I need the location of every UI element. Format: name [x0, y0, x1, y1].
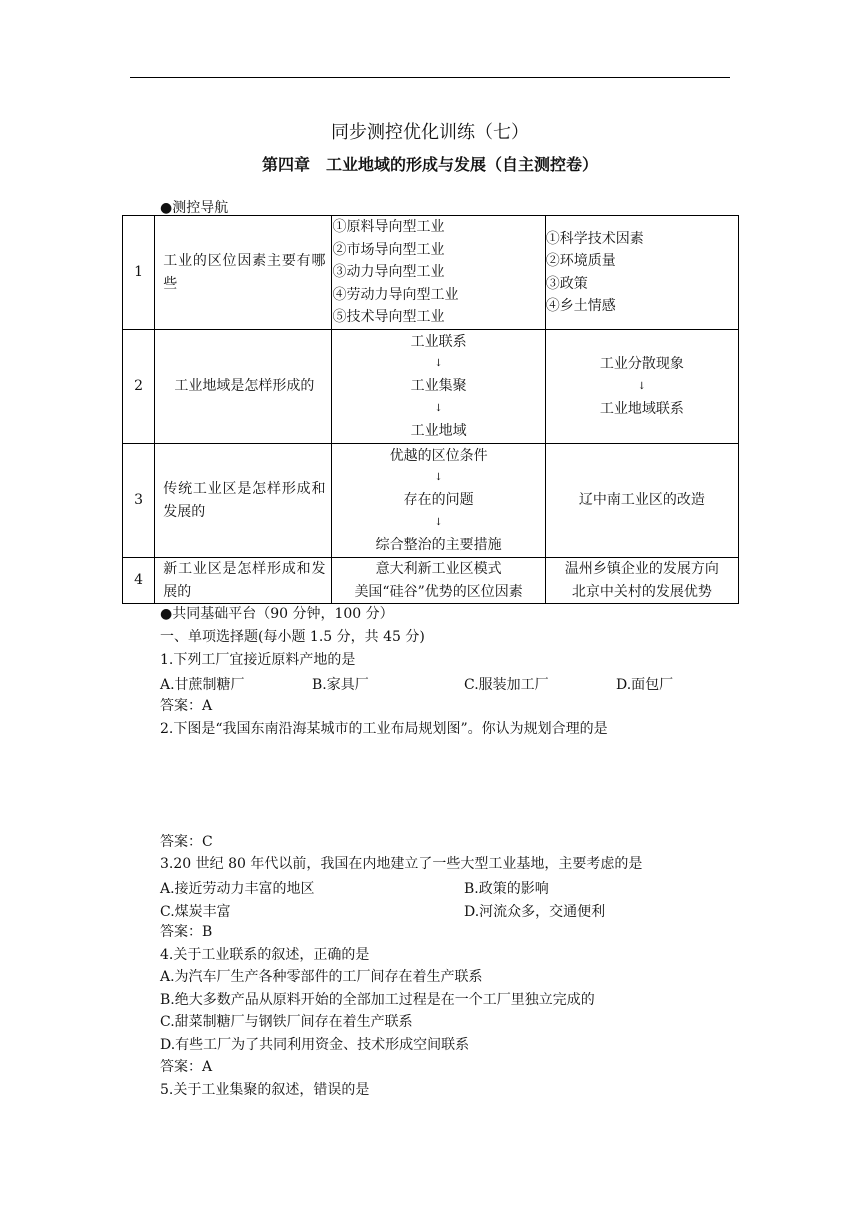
list-item: 意大利新工业区模式	[375, 561, 502, 577]
row-col3: 辽中南工业区的改造	[545, 444, 738, 558]
row-col2	[332, 558, 545, 604]
row-number: 4	[123, 558, 155, 604]
choice-b: B.政策的影响	[464, 881, 549, 897]
choice-a: A.接近劳动力丰富的地区	[160, 881, 315, 897]
choice-d: D.面包厂	[616, 677, 674, 693]
arrow-down-icon: ↓	[434, 402, 443, 414]
flow-step: 工业联系	[410, 333, 467, 350]
question-stem: 5.关于工业集聚的叙述，错误的是	[160, 1082, 370, 1098]
question-stem: 3.20 世纪 80 年代以前，我国在内地建立了一些大型工业基地，主要考虑的是	[160, 856, 643, 872]
answer: 答案：A	[160, 1059, 213, 1075]
table-row	[123, 444, 739, 558]
choice-a: A.甘蔗制糖厂	[160, 677, 245, 693]
list-item: ③动力导向型工业	[332, 264, 445, 281]
arrow-down-icon: ↓	[434, 472, 443, 484]
choice-d: D.河流众多，交通便利	[464, 904, 606, 920]
nav-heading: ●测控导航	[160, 200, 229, 216]
row-question: 新工业区是怎样形成和发展的	[155, 558, 332, 604]
row-col2	[332, 216, 545, 330]
choice-c: C.煤炭丰富	[160, 904, 231, 920]
row-col3	[545, 216, 738, 330]
row-question: 工业地域是怎样形成的	[155, 330, 332, 444]
list-item: ①科学技术因素	[545, 230, 644, 247]
chapter-subtitle: 第四章 工业地域的形成与发展（自主测控卷）	[261, 155, 598, 174]
row-col3	[545, 330, 738, 444]
list-item: ⑤技术导向型工业	[332, 309, 445, 326]
part-heading: 一、单项选择题(每小题 1.5 分，共 45 分)	[160, 629, 425, 645]
row-col2	[332, 444, 545, 558]
flow-step: 综合整治的主要措施	[375, 536, 502, 553]
flow-step: 优越的区位条件	[389, 447, 488, 464]
flow-step: 存在的问题	[403, 492, 474, 509]
table-row	[123, 330, 739, 444]
row-question: 传统工业区是怎样形成和发展的	[155, 444, 332, 558]
list-item: ③政策	[545, 275, 588, 292]
flow-step: 工业地域	[410, 422, 467, 439]
page-title: 同步测控优化训练（七）	[331, 122, 529, 143]
header-rule	[130, 77, 730, 78]
row-number: 3	[123, 444, 155, 558]
section-heading: ●共同基础平台（90 分钟，100 分）	[160, 606, 394, 622]
row-col3	[545, 558, 738, 604]
table-row	[123, 216, 739, 330]
choice-c: C.甜菜制糖厂与钢铁厂间存在着生产联系	[160, 1014, 413, 1030]
row-question: 工业的区位因素主要有哪些	[155, 216, 332, 330]
list-item: ④乡土情感	[545, 298, 616, 314]
arrow-down-icon: ↓	[434, 358, 443, 370]
choice-a: A.为汽车厂生产各种零部件的工厂间存在着生产联系	[160, 969, 483, 985]
row-number: 1	[123, 216, 155, 330]
list-item: ②市场导向型工业	[332, 241, 445, 258]
choice-b: B.家具厂	[312, 677, 369, 693]
question-stem: 2.下图是“我国东南沿海某城市的工业布局规划图”。你认为规划合理的是	[160, 721, 608, 737]
list-item: ②环境质量	[545, 253, 616, 269]
flow-step: 工业地域联系	[599, 400, 684, 417]
answer: 答案：B	[160, 924, 213, 940]
nav-table	[122, 215, 739, 604]
question-stem: 1.下列工厂宜接近原料产地的是	[160, 652, 356, 668]
answer: 答案：C	[160, 834, 213, 850]
arrow-down-icon: ↓	[637, 380, 647, 392]
flow-step: 工业集聚	[410, 378, 467, 395]
list-item: ①原料导向型工业	[332, 219, 445, 236]
row-col2	[332, 330, 545, 444]
answer: 答案：A	[160, 698, 213, 714]
arrow-down-icon: ↓	[434, 516, 443, 528]
question-stem: 4.关于工业联系的叙述，正确的是	[160, 947, 370, 963]
list-item: 美国“硅谷”优势的区位因素	[354, 583, 523, 600]
choice-c: C.服装加工厂	[464, 677, 549, 693]
choice-d: D.有些工厂为了共同利用资金、技术形成空间联系	[160, 1037, 470, 1053]
table-row	[123, 558, 739, 604]
list-item: 温州乡镇企业的发展方向	[564, 561, 719, 577]
choice-b: B.绝大多数产品从原料开始的全部加工过程是在一个工厂里独立完成的	[160, 992, 595, 1008]
list-item: 北京中关村的发展优势	[571, 583, 712, 600]
flow-step: 工业分散现象	[599, 356, 684, 372]
list-item: ④劳动力导向型工业	[332, 286, 459, 303]
row-number: 2	[123, 330, 155, 444]
